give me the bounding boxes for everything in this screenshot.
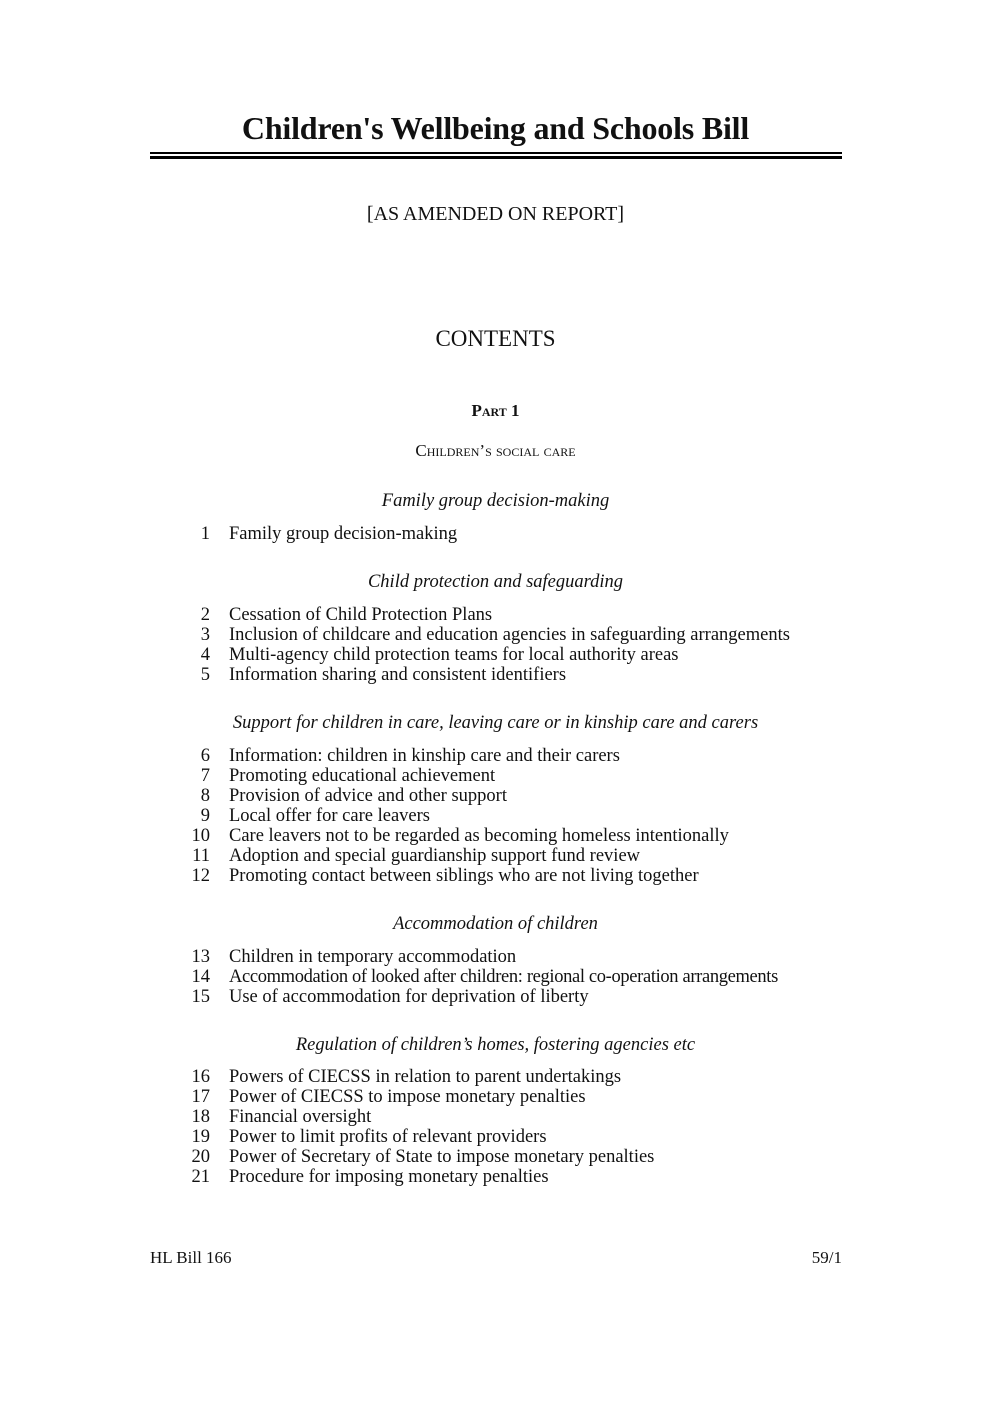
clause-number: 1 xyxy=(200,524,210,544)
clause-number: 9 xyxy=(200,806,210,826)
clause-number: 8 xyxy=(200,786,210,806)
clause-number: 7 xyxy=(200,766,210,786)
clause-title: Financial oversight xyxy=(229,1107,372,1127)
clause-title: Power of Secretary of State to impose monetary penalties xyxy=(229,1147,655,1167)
section-heading: Family group decision-making xyxy=(381,491,610,511)
clause-number: 5 xyxy=(200,665,210,685)
clause-number: 2 xyxy=(200,605,210,625)
bill-reference: HL Bill 166 xyxy=(150,1248,232,1267)
clause-number: 21 xyxy=(191,1167,210,1187)
document-title: Children's Wellbeing and Schools Bill xyxy=(241,110,750,146)
title-rule-thick xyxy=(150,156,842,159)
clause-number: 6 xyxy=(200,746,210,766)
clause-number: 4 xyxy=(200,645,210,665)
clause-number: 16 xyxy=(191,1067,210,1087)
clause-number: 17 xyxy=(191,1087,210,1107)
clause-title: Local offer for care leavers xyxy=(229,806,430,826)
clause-number: 11 xyxy=(192,846,210,866)
clause-number: 13 xyxy=(191,947,210,967)
section-heading: Accommodation of children xyxy=(393,914,598,934)
clause-title: Procedure for imposing monetary penalties xyxy=(229,1167,549,1187)
clause-number: 10 xyxy=(191,826,210,846)
clause-number: 12 xyxy=(191,866,210,886)
clause-title: Accommodation of looked after children: regional co-operation arrangements xyxy=(229,967,778,987)
section-heading: Support for children in care, leaving care or in kinship care and carers xyxy=(232,713,759,733)
clause-number: 19 xyxy=(191,1127,210,1147)
page-reference: 59/1 xyxy=(811,1248,842,1267)
clause-title: Inclusion of childcare and education agencies in safeguarding arrangements xyxy=(229,625,790,645)
amendment-status: [AS AMENDED ON REPORT] xyxy=(366,203,625,225)
part-label: Part 1 xyxy=(471,401,520,420)
clause-title: Multi-agency child protection teams for local authority areas xyxy=(229,645,679,665)
clause-number: 20 xyxy=(191,1147,210,1167)
clause-number: 18 xyxy=(191,1107,210,1127)
clause-number: 14 xyxy=(191,967,210,987)
clause-title: Children in temporary accommodation xyxy=(229,947,517,967)
clause-title: Information sharing and consistent identifiers xyxy=(229,665,567,685)
clause-title: Information: children in kinship care and their carers xyxy=(229,746,620,766)
clause-number: 3 xyxy=(200,625,210,645)
clause-title: Use of accommodation for deprivation of liberty xyxy=(229,987,589,1007)
clause-title: Promoting educational achievement xyxy=(229,766,496,786)
title-rule-thin xyxy=(150,152,842,154)
part-title: Children’s social care xyxy=(415,441,576,460)
section-heading: Child protection and safeguarding xyxy=(367,572,624,592)
clause-title: Cessation of Child Protection Plans xyxy=(229,605,493,625)
section-heading: Regulation of children’s homes, fostering agencies etc xyxy=(295,1035,696,1055)
clause-title: Care leavers not to be regarded as becoming homeless intentionally xyxy=(229,826,729,846)
clause-number: 15 xyxy=(191,987,210,1007)
clause-title: Provision of advice and other support xyxy=(229,786,507,806)
clause-title: Promoting contact between siblings who are not living together xyxy=(229,866,699,886)
clause-title: Power of CIECSS to impose monetary penalties xyxy=(229,1087,586,1107)
clause-title: Adoption and special guardianship support fund review xyxy=(229,846,641,866)
clause-title: Family group decision-making xyxy=(229,524,458,544)
contents-heading: CONTENTS xyxy=(435,326,556,351)
clause-title: Power to limit profits of relevant providers xyxy=(229,1127,547,1147)
clause-title: Powers of CIECSS in relation to parent undertakings xyxy=(229,1067,622,1087)
